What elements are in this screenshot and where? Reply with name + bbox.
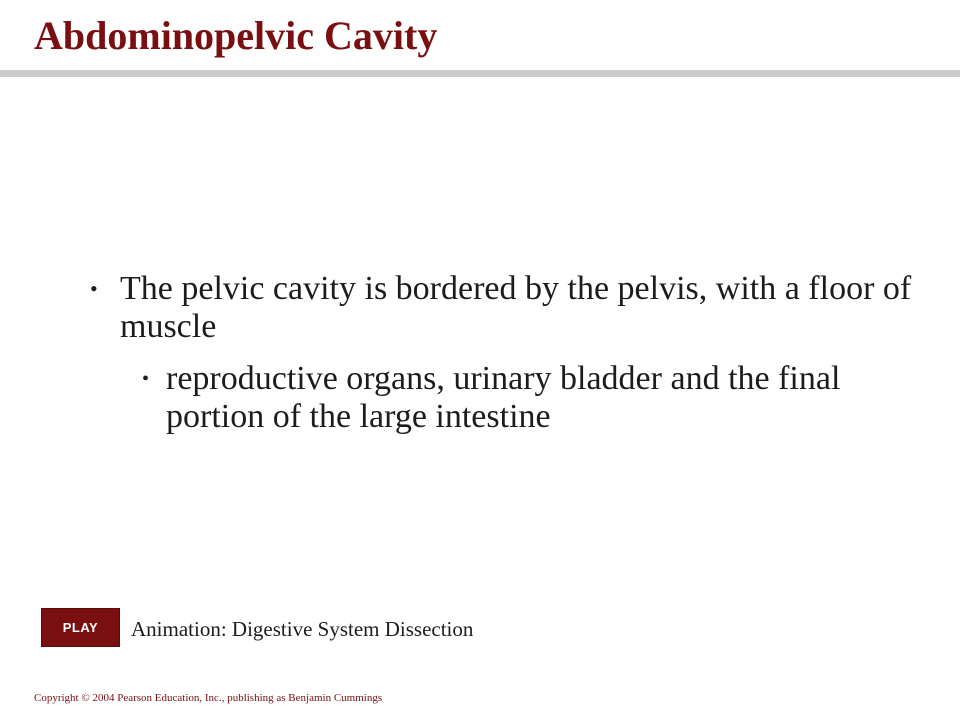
sub-bullet-list [120,360,938,436]
animation-caption: Animation: Digestive System Dissection [131,617,474,641]
bullet-item [88,270,938,436]
title-divider [0,70,960,77]
sub-bullet-marker: • [142,368,150,390]
bullet-list [88,270,938,436]
play-button[interactable]: PLAY [41,608,120,647]
bullet-text: The pelvic cavity is bordered by the pelvis, with a floor of muscle [120,270,912,345]
copyright-footer: Copyright © 2004 Pearson Education, Inc., publishing as Benjamin Cummings [34,692,383,704]
sub-bullet-text: reproductive organs, urinary bladder and the final portion of the large intestine [166,360,841,435]
bullet-marker: • [90,276,98,301]
slide-title: Abdominopelvic Cavity [34,13,438,58]
sub-bullet-item [122,360,938,436]
